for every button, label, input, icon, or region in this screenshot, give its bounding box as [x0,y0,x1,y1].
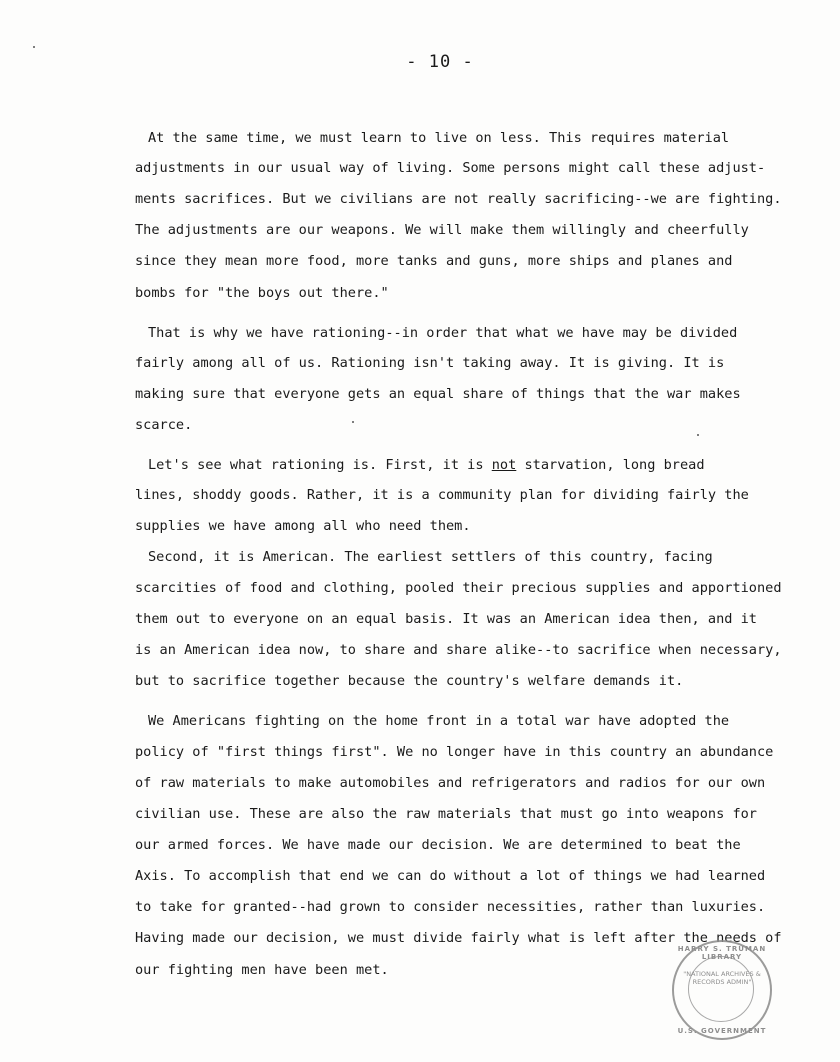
text-segment: bombs for "the boys out there." [135,285,389,301]
text-line [135,868,765,884]
text-segment: making sure that everyone gets an equal share of things that the war makes [135,386,741,402]
page-number: - 10 - [406,52,474,72]
text-segment: lines, shoddy goods. Rather, it is a community plan for dividing fairly the [135,487,749,503]
text-line [135,673,683,689]
stamp-inner-ring [688,956,754,1022]
stamp-bottom-text: U.S. GOVERNMENT [677,1027,767,1035]
text-line [135,518,471,534]
text-segment: of raw materials to make automobiles and refrigerators and radios for our own [135,775,766,791]
text-segment: fairly among all of us. Rationing isn't taking away. It is giving. It is [135,355,725,371]
archive-stamp [672,940,772,1040]
text-line [135,580,782,596]
text-line [135,837,741,853]
text-segment: adjustments in our usual way of living. Some persons might call these adjust- [135,160,766,176]
scan-speck [33,46,35,48]
text-segment: Having made our decision, we must divide fairly what is left after the needs of [135,930,782,946]
text-segment: ments sacrifices. But we civilians are not really sacrificing--we are fighting. [135,191,782,207]
text-segment: but to sacrifice together because the country's welfare demands it. [135,673,684,689]
text-segment: civilian use. These are also the raw materials that must go into weapons for [135,806,757,822]
text-line [135,160,765,176]
text-line [135,642,782,658]
text-line [135,355,724,371]
text-segment: them out to everyone on an equal basis. It was an American idea then, and it [135,611,757,627]
text-segment: is an American idea now, to share and share alike--to sacrifice when necessary, [135,642,782,658]
text-line [135,806,757,822]
text-line [135,386,741,402]
text-line [135,222,749,238]
text-line [135,253,732,269]
text-segment: since they mean more food, more tanks and guns, more ships and planes and [135,253,733,269]
text-segment: our armed forces. We have made our decision. We are determined to beat the [135,837,741,853]
text-segment: At the same time, we must learn to live on less. This requires material [148,130,730,146]
text-segment: to take for granted--had grown to consider necessities, rather than luxuries. [135,899,766,915]
text-line [135,962,389,978]
scan-speck [352,421,354,423]
text-line [135,775,765,791]
text-segment: The adjustments are our weapons. We will make them willingly and cheerfully [135,222,749,238]
text-line [135,285,389,301]
underlined-word: not [491,457,517,473]
text-line [135,191,782,207]
text-segment: Axis. To accomplish that end we can do without a lot of things we had learned [135,868,766,884]
text-segment: starvation, long bread [516,457,705,473]
stamp-center-text: "NATIONAL ARCHIVES & RECORDS ADMIN" [683,970,761,986]
text-line [135,930,782,946]
stamp-top-text: HARRY S. TRUMAN LIBRARY [677,945,767,961]
scan-speck [697,434,699,436]
text-line [148,713,729,729]
text-line [148,130,729,146]
text-line [148,457,705,473]
text-segment: We Americans fighting on the home front in a total war have adopted the [148,713,730,729]
text-segment: scarce. [135,417,193,433]
text-line [135,417,192,433]
text-line [148,549,713,565]
text-segment: policy of "first things first". We no longer have in this country an abundance [135,744,774,760]
text-line [135,899,765,915]
text-segment: our fighting men have been met. [135,962,389,978]
text-line [135,744,773,760]
text-segment: Second, it is American. The earliest settlers of this country, facing [148,549,713,565]
text-line [135,487,749,503]
text-line [148,325,737,341]
text-segment: Let's see what rationing is. First, it is [148,457,492,473]
text-segment: That is why we have rationing--in order that what we have may be divided [148,325,738,341]
text-segment: scarcities of food and clothing, pooled their precious supplies and apportioned [135,580,782,596]
text-line [135,611,757,627]
text-segment: supplies we have among all who need them. [135,518,471,534]
